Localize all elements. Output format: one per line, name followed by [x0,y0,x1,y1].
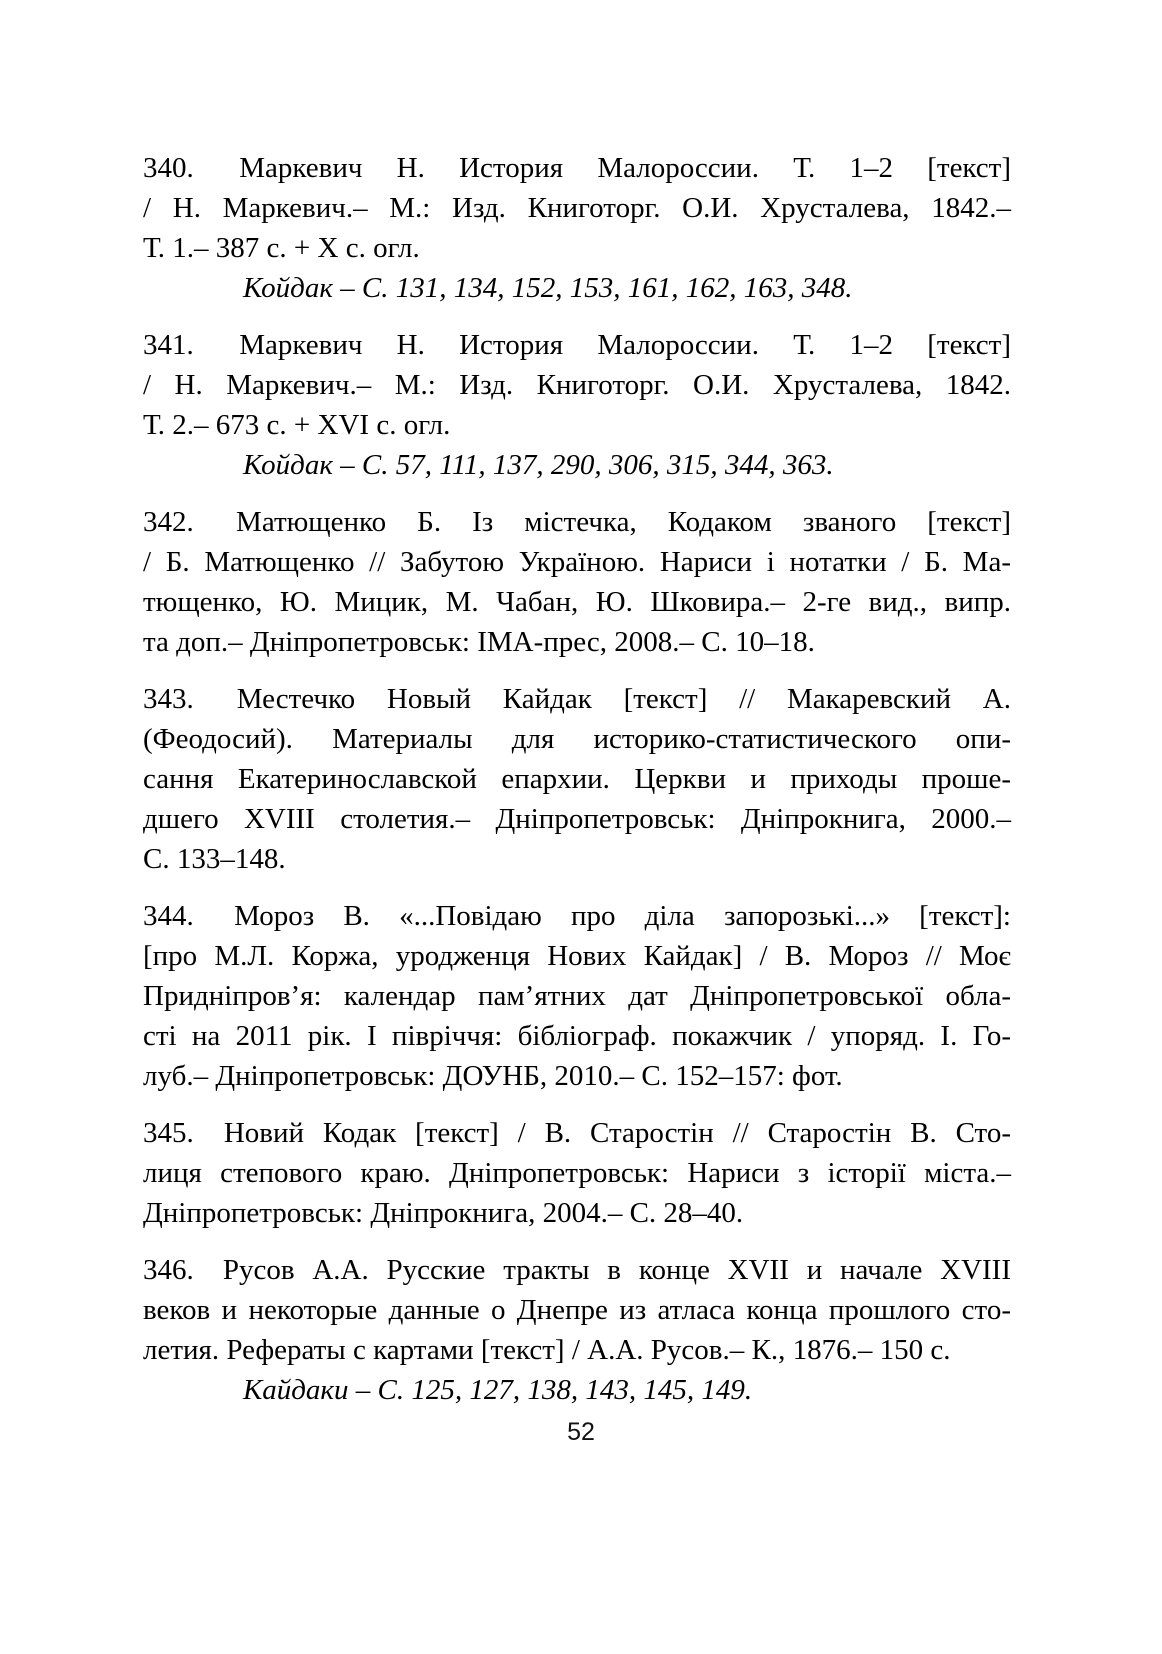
entry-text: Маркевич Н. История Малороссии. Т. 1–2 [текст] [239,152,1012,184]
entry-line: веков и некоторые данные о Днепре из атласа конца прошлого сто- [143,1294,1011,1326]
entry-line: лиця степового краю. Дніпропетровськ: Нариси з історії міста.– [143,1157,1011,1189]
entry-line: Дніпропетровськ: Дніпрокнига, 2004.– С. 28–40. [143,1197,744,1229]
bib-entry-345 [143,1113,1011,1233]
page-number: 52 [567,1418,595,1446]
entry-citation: Кайдаки – С. 125, 127, 138, 143, 145, 149. [243,1374,753,1406]
entry-text: Местечко Новый Кайдак [текст] // Макаревский А. [236,683,1011,715]
bib-entry-344 [143,896,1011,1096]
entry-text: Маркевич Н. История Малороссии. Т. 1–2 [текст] [239,329,1012,361]
entry-text: Новий Кодак [текст] / В. Старостін // Старостін В. Сто- [223,1117,1011,1149]
entry-first-line [143,325,1011,365]
entry-first-line [143,148,1011,188]
bibliography-text-block [143,148,1011,1427]
entry-number: 341. [143,329,194,361]
entry-number: 343. [143,683,194,715]
entry-first-line [143,502,1011,542]
entry-line: Т. 2.– 673 с. + XVI с. огл. [143,409,451,441]
entry-line: сання Екатеринославской епархии. Церкви и приходы проше- [143,763,1011,795]
entry-first-line [143,896,1011,936]
entry-line: [про М.Л. Коржа, уродженця Нових Кайдак] / В. Мороз // Моє [143,940,1011,972]
entry-citation: Койдак – С. 57, 111, 137, 290, 306, 315, 344, 363. [243,449,834,481]
bib-entry-340 [143,148,1011,308]
entry-line: тющенко, Ю. Мицик, М. Чабан, Ю. Шковира.– 2-ге вид., випр. [143,586,1011,618]
entry-text: Мороз В. «...Повідаю про діла запорозькі...» [текст]: [234,900,1011,932]
entry-number: 345. [143,1117,194,1149]
bib-entry-341 [143,325,1011,485]
entry-line: (Феодосий). Материалы для историко-статистического опи- [143,723,1011,755]
bib-entry-346 [143,1250,1011,1410]
entry-line: С. 133–148. [143,843,286,875]
entry-number: 340. [143,152,194,184]
entry-citation: Койдак – С. 131, 134, 152, 153, 161, 162, 163, 348. [243,272,853,304]
entry-line: Т. 1.– 387 с. + X с. огл. [143,232,420,264]
entry-first-line [143,679,1011,719]
entry-line: летия. Рефераты с картами [текст] / А.А. Русов.– К., 1876.– 150 с. [143,1334,951,1366]
entry-first-line [143,1250,1011,1290]
entry-number: 346. [143,1254,194,1286]
entry-number: 342. [143,506,194,538]
entry-line: / Н. Маркевич.– М.: Изд. Книготорг. О.И. Хрусталева, 1842. [143,369,1011,401]
bib-entry-342 [143,502,1011,662]
entry-text: Русов А.А. Русские тракты в конце XVII и начале XVIII [222,1254,1012,1286]
entry-text: Матющенко Б. Із містечка, Кодаком званого [текст] [236,506,1012,538]
bib-entry-343 [143,679,1011,879]
entry-line: дшего XVIII столетия.– Дніпропетровськ: Дніпрокнига, 2000.– [143,803,1011,835]
entry-line: / Б. Матющенко // Забутою Україною. Нариси і нотатки / Б. Ма- [143,546,1011,578]
entry-number: 344. [143,900,194,932]
entry-line: / Н. Маркевич.– М.: Изд. Книготорг. О.И. Хрусталева, 1842.– [143,192,1011,224]
entry-line: та доп.– Дніпропетровськ: ІМА-прес, 2008.– С. 10–18. [143,626,815,658]
entry-line: Придніпров’я: календар пам’ятних дат Дніпропетровської обла- [143,980,1011,1012]
entry-line: луб.– Дніпропетровськ: ДОУНБ, 2010.– С. 152–157: фот. [143,1060,843,1092]
entry-first-line [143,1113,1011,1153]
entry-line: сті на 2011 рік. І півріччя: бібліограф. покажчик / упоряд. І. Го- [143,1020,1011,1052]
